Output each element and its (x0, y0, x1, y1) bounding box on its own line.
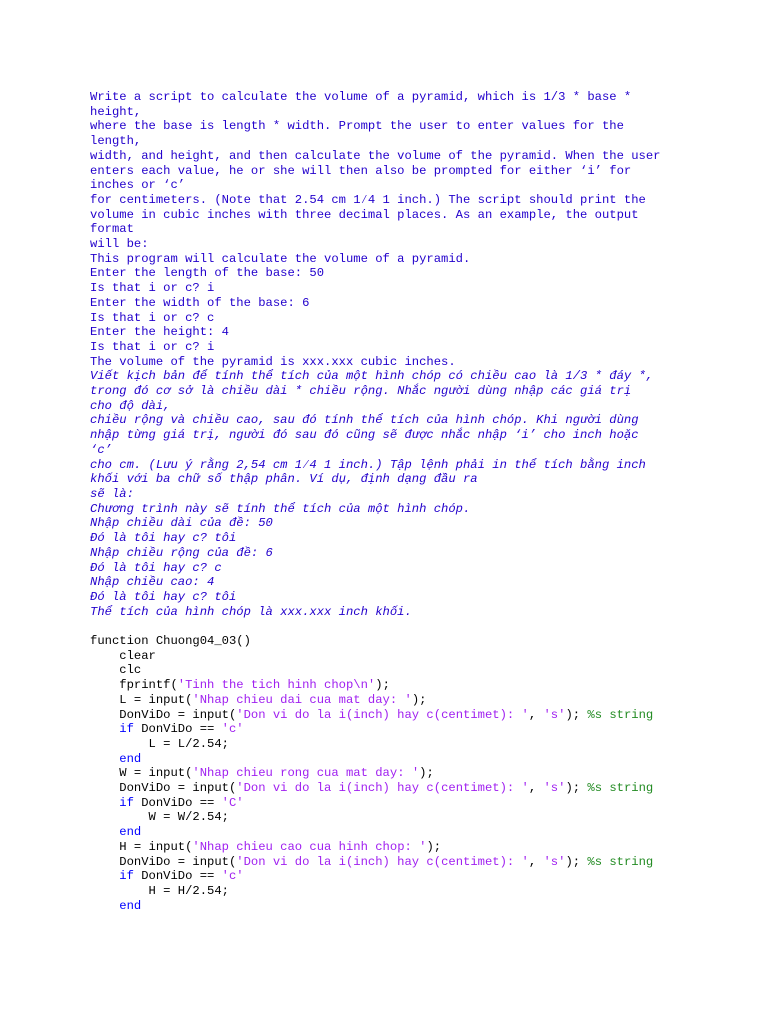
vietnamese-line: cho cm. (Lưu ý rằng 2,54 cm 1⁄4 1 inch.) Tập lệnh phải in thể tích bằng inch (90, 457, 646, 472)
code-line (90, 810, 690, 825)
code-line (90, 649, 690, 664)
english-line: Is that i or c? i (90, 339, 215, 354)
code-token: 's' (543, 854, 566, 869)
vietnamese-translation-text (90, 369, 690, 619)
vietnamese-line: Nhập chiều rộng của đề: 6 (90, 545, 273, 560)
english-line: Enter the width of the base: 6 (90, 295, 310, 310)
code-token: 'Nhap chieu cao cua hinh chop: ' (192, 839, 427, 854)
code-token: ); (375, 678, 390, 693)
code-line (90, 796, 690, 811)
english-line: Enter the height: 4 (90, 325, 229, 340)
code-line (90, 869, 690, 884)
english-line: format (90, 222, 134, 237)
code-token (90, 825, 119, 839)
code-line (90, 899, 690, 914)
vietnamese-line: nhập từng giá trị, người đó sau đó cũng sẽ được nhắc nhập ‘i’ cho inch hoặc (90, 428, 639, 443)
code-token: 'C' (221, 795, 244, 810)
code-token: DonViDo = input( (90, 707, 237, 722)
code-token: 's' (543, 707, 566, 722)
code-token: 'Nhap chieu rong cua mat day: ' (192, 766, 420, 781)
english-line: inches or ‘c’ (90, 178, 186, 193)
vietnamese-line: Nhập chiều dài của đề: 50 (90, 516, 273, 531)
code-line (90, 766, 690, 781)
vietnamese-line: Đó là tôi hay c? tôi (90, 531, 237, 546)
vietnamese-line: trong đó cơ sở là chiều dài * chiều rộng. Nhắc người dùng nhập các giá trị (90, 384, 632, 399)
vietnamese-line: khối với ba chữ số thập phân. Ví dụ, định dạng đầu ra (90, 472, 478, 487)
english-line: where the base is length * width. Prompt the user to enter values for the (90, 119, 624, 134)
vietnamese-line: Viết kịch bản để tính thể tích của một hình chóp có chiều cao là 1/3 * đáy *, (90, 369, 654, 384)
code-token: H = input( (90, 839, 193, 854)
code-line (90, 781, 690, 796)
code-token: 'c' (221, 722, 244, 737)
code-line (90, 708, 690, 723)
code-token: 'Nhap chieu dai cua mat day: ' (192, 692, 412, 707)
code-line (90, 855, 690, 870)
code-token: , (528, 781, 544, 796)
code-token: 's' (543, 781, 566, 796)
english-line: volume in cubic inches with three decimal places. As an example, the output (90, 207, 639, 222)
english-line: This program will calculate the volume of a pyramid. (90, 251, 471, 266)
code-token: DonViDo = input( (90, 854, 237, 869)
english-line: length, (90, 134, 142, 149)
code-token: %s string (587, 854, 654, 869)
code-token: ); (565, 854, 588, 869)
code-token: DonViDo == (133, 795, 222, 810)
code-line (90, 840, 690, 855)
code-line (90, 663, 690, 678)
code-token: end (119, 751, 142, 766)
english-line: Write a script to calculate the volume of a pyramid, which is 1/3 * base * (90, 90, 632, 104)
document-page (90, 90, 690, 913)
code-token: ); (565, 781, 588, 796)
code-token: function Chuong04_03() (90, 634, 251, 648)
code-token: ); (411, 692, 427, 707)
code-token: %s string (587, 781, 654, 796)
code-token: %s string (587, 707, 654, 722)
code-token (90, 752, 119, 766)
english-line: for centimeters. (Note that 2.54 cm 1⁄4 1 inch.) The script should print the (90, 192, 646, 207)
code-token: end (119, 825, 142, 840)
vietnamese-line: Đó là tôi hay c? c (90, 560, 222, 575)
code-line (90, 678, 690, 693)
code-line (90, 752, 690, 767)
section-gap (90, 619, 690, 634)
code-line (90, 722, 690, 737)
code-token: H = H/2.54; (90, 883, 229, 898)
code-token: fprintf( (90, 678, 178, 693)
code-token: end (119, 898, 142, 913)
code-token: if (119, 869, 134, 884)
code-token: L = input( (90, 692, 193, 707)
code-token: if (119, 722, 134, 737)
code-line (90, 825, 690, 840)
code-token: ); (426, 839, 442, 854)
code-token: , (528, 707, 544, 722)
english-line: Enter the length of the base: 50 (90, 266, 325, 281)
vietnamese-line: Thể tích của hình chóp là xxx.xxx inch khối. (90, 604, 412, 619)
code-token: 'Don vi do la i(inch) hay c(centimet): ' (236, 854, 529, 869)
english-line: width, and height, and then calculate the volume of the pyramid. When the user (90, 148, 661, 163)
code-token: W = input( (90, 766, 193, 781)
code-token (90, 796, 119, 810)
vietnamese-line: cho độ dài, (90, 398, 171, 413)
english-line: height, (90, 104, 142, 119)
code-token: 'c' (221, 869, 244, 884)
english-line: enters each value, he or she will then also be prompted for either ‘i’ for (90, 163, 632, 178)
code-token: 'Tinh the tich hinh chop\n' (177, 678, 376, 693)
code-token: W = W/2.54; (90, 810, 229, 825)
code-token (90, 899, 119, 913)
code-line (90, 737, 690, 752)
english-line: The volume of the pyramid is xxx.xxx cubic inches. (90, 354, 456, 369)
vietnamese-line: Đó là tôi hay c? tôi (90, 589, 237, 604)
code-token (90, 869, 119, 883)
code-token: , (528, 854, 544, 869)
code-token: if (119, 795, 134, 810)
code-token: clear (90, 648, 156, 663)
vietnamese-line: sẽ là: (90, 486, 134, 501)
vietnamese-line: ‘c’ (90, 442, 112, 457)
code-token: DonViDo = input( (90, 781, 237, 796)
code-line (90, 693, 690, 708)
code-token: 'Don vi do la i(inch) hay c(centimet): ' (236, 781, 529, 796)
matlab-code-block (90, 634, 690, 913)
english-problem-text (90, 90, 690, 369)
code-token (90, 722, 119, 736)
english-line: Is that i or c? i (90, 281, 215, 296)
english-line: will be: (90, 237, 149, 252)
english-line: Is that i or c? c (90, 310, 215, 325)
code-line (90, 634, 690, 649)
vietnamese-line: chiều rộng và chiều cao, sau đó tính thể tích của hình chóp. Khi người dùng (90, 413, 639, 428)
code-token: DonViDo == (133, 722, 222, 737)
code-token: 'Don vi do la i(inch) hay c(centimet): ' (236, 707, 529, 722)
code-line (90, 884, 690, 899)
code-token: L = L/2.54; (90, 736, 229, 751)
vietnamese-line: Nhập chiều cao: 4 (90, 575, 215, 590)
code-token: ); (419, 766, 434, 781)
code-token: ); (565, 707, 588, 722)
code-token: DonViDo == (133, 869, 222, 884)
vietnamese-line: Chương trình này sẽ tính thể tích của một hình chóp. (90, 501, 471, 516)
code-token: clc (90, 663, 142, 678)
